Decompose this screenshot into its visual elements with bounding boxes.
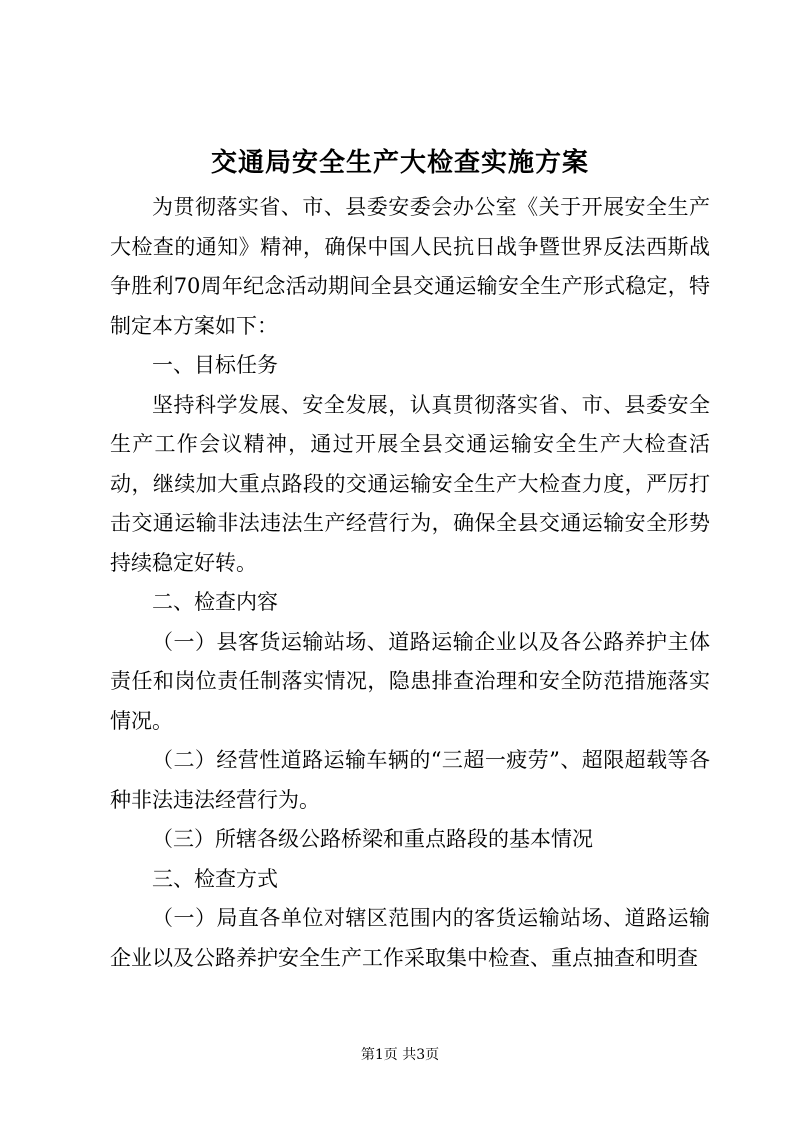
goals-paragraph: 坚持科学发展、安全发展，认真贯彻落实省、市、县委安全生产工作会议精神，通过开展全县交通运输安全生产大检查活动，继续加大重点路段的交通运输安全生产大检查力度，严厉打击交通运输非法违法生产经营行为，确保全县交通运输安全形势持续稳定好转。 bbox=[110, 392, 710, 575]
content-item-3: （三）所辖各级公路桥梁和重点路段的基本情况 bbox=[152, 827, 593, 851]
section-heading-content: 二、检查内容 bbox=[152, 590, 278, 614]
document-body bbox=[110, 188, 710, 978]
content-item-1: （一）县客货运输站场、道路运输企业以及各公路养护主体责任和岗位责任制落实情况，隐患排查治理和安全防范措施落实情况。 bbox=[110, 629, 710, 733]
content-item-2: （二）经营性道路运输车辆的“三超一疲劳”、超限超载等各种非法违法经营行为。 bbox=[110, 748, 710, 812]
section-heading-goals: 一、目标任务 bbox=[152, 353, 278, 377]
page-footer: 第1页 共3页 bbox=[360, 1047, 440, 1063]
method-item-1: （一）局直各单位对辖区范围内的客货运输站场、道路运输企业以及公路养护安全生产工作采取集中检查、重点抽查和明查 bbox=[110, 906, 710, 970]
section-heading-method: 三、检查方式 bbox=[152, 866, 278, 891]
document-title: 交通局安全生产大检查实施方案 bbox=[210, 148, 589, 178]
intro-paragraph: 为贯彻落实省、市、县委安委会办公室《关于开展安全生产大检查的通知》精神，确保中国人民抗日战争暨世界反法西斯战争胜利70周年纪念活动期间全县交通运输安全生产形式稳定，特制定本方案如下： bbox=[110, 195, 710, 338]
